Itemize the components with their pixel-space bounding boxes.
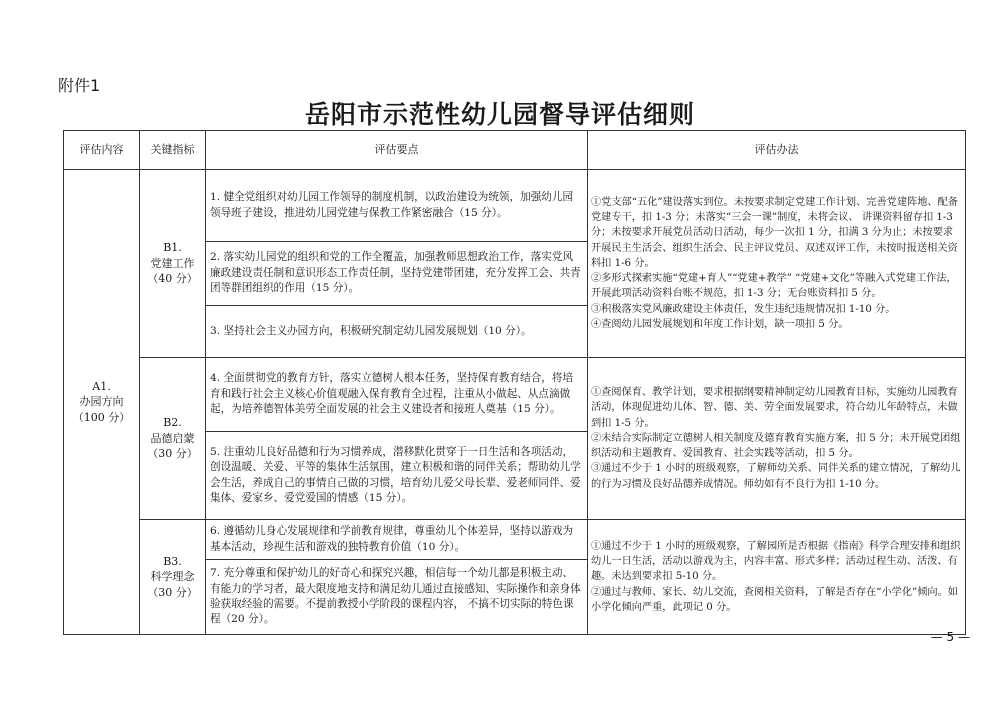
b1-methods — [588, 170, 966, 358]
point-7: 7. 充分尊重和保护幼儿的好奇心和探究兴趣，相信每一个幼儿都是积极主动、有能力的学习者，最大限度地支持和满足幼儿通过直接感知、实际操作和亲身体验获取经验的需要。不提前教授小学阶段的课程内容， 不搞不切实际的特色课程（20 分）。 — [206, 560, 588, 635]
b3-name: 科学理念 — [150, 570, 195, 584]
header-indicator: 关键指标 — [140, 131, 206, 170]
b3-method-1: ①通过不少于 1 小时的班级观察，了解园所是否根据《指南》科学合理安排和组织幼儿一日生活，活动以游戏为主，内容丰富、形式多样；活动过程生动、活泼、有趣。未达到要求扣 5-10 分。 — [591, 540, 961, 583]
b2-name: 品德启蒙 — [150, 431, 195, 445]
b1-method-3: ③积极落实党风廉政建设主体责任，发生违纪违规情况扣 1-10 分。 — [591, 303, 896, 315]
b2-code: B2. — [163, 416, 182, 430]
b3-code: B3. — [163, 554, 182, 568]
point-3: 3. 坚持社会主义办园方向，积极研究制定幼儿园发展规划（10 分）。 — [206, 306, 588, 358]
b1-cell — [140, 170, 206, 358]
page-number: — 5 — — [930, 630, 970, 644]
b2-cell — [140, 358, 206, 520]
b1-code: B1. — [163, 241, 182, 255]
table-row — [64, 358, 966, 432]
attachment-label: 附件1 — [58, 76, 101, 95]
table-row — [64, 520, 966, 560]
point-5: 5. 注重幼儿良好品德和行为习惯养成，潜移默化贯穿于一日生活和各项活动，创设温暖、关爱、平等的集体生活氛围，建立积极和谐的同伴关系；帮助幼儿学 会生活，养成自己的事情自己做的习惯，培育幼儿爱父母长辈、爱老师同伴、爱集体、爱家乡、爱党爱国的情感（15 分）。 — [206, 432, 588, 520]
header-content: 评估内容 — [64, 131, 140, 170]
point-2: 2. 落实幼儿园党的组织和党的工作全覆盖，加强教师思想政治工作，落实党风廉政建设责任制和意识形态工作责任制，坚持党建带团建，充分发挥工会、共青团等群团组织的作用（15 分）。 — [206, 242, 588, 306]
evaluation-table — [63, 130, 966, 635]
a1-score: （100 分） — [72, 410, 131, 424]
point-1: 1. 健全党组织对幼儿园工作领导的制度机制，以政治建设为统领，加强幼儿园领导班子建设，推进幼儿园党建与保教工作紧密融合（15 分）。 — [206, 170, 588, 242]
b1-name: 党建工作 — [150, 256, 195, 270]
table-header-row — [64, 131, 966, 170]
b1-score: （40 分） — [147, 272, 198, 286]
b1-method-1: ①党支部“五化”建设落实到位。未按要求制定党建工作计划、完善党建阵地、配备党建专干，扣 1-3 分；未落实“三会一课”制度，未将会议、 讲课资料留存扣 1-3 分；未按要求开展党员活动日活动，每少一次扣 1 分，扣满 3 分为止；未按要求开展民主生活会、组织生活会、民主评议党员、双述双评工作，未按时报送相关资料扣 1-6 分。 — [591, 196, 958, 269]
table-row — [64, 170, 966, 242]
point-6: 6. 遵循幼儿身心发展规律和学前教育规律，尊重幼儿个体差异，坚持以游戏为基本活动，珍视生活和游戏的独特教育价值（10 分）。 — [206, 520, 588, 560]
b3-cell — [140, 520, 206, 635]
b2-method-1: ①查阅保育、教学计划，要求根据纲要精神制定幼儿园教育目标，实施幼儿园教育活动，体现促进幼儿体、智、德、美、劳全面发展要求，符合幼儿年龄特点，未做到扣 1-5 分。 — [591, 386, 958, 429]
point-4: 4. 全面贯彻党的教育方针，落实立德树人根本任务，坚持保育教育结合，将培育和践行社会主义核心价值观融入保育教育全过程，注重从小做起、从点滴做起，为培养德智体美劳全面发展的社会主义建设者和接班人奠基（15 分）。 — [206, 358, 588, 432]
b1-method-4: ④查阅幼儿园发展规划和年度工作计划，缺一项扣 5 分。 — [591, 319, 849, 331]
header-methods: 评估办法 — [588, 131, 966, 170]
b3-method-2: ②通过与教师、家长、幼儿交流，查阅相关资料，了解是否存在“小学化”倾向。如小学化倾向严重，此项记 0 分。 — [591, 586, 958, 613]
header-points: 评估要点 — [206, 131, 588, 170]
b2-score: （30 分） — [147, 447, 198, 461]
b2-methods — [588, 358, 966, 520]
page-title: 岳阳市示范性幼儿园督导评估细则 — [304, 100, 695, 129]
b2-method-2: ②未结合实际制定立德树人相关制度及德育教育实施方案，扣 5 分；未开展党团组织活动和主题教育、爱国教育、社会实践等活动，扣 5 分。 — [591, 432, 961, 460]
a1-cell — [64, 170, 140, 635]
a1-code: A1. — [92, 379, 111, 393]
b2-method-3: ③通过不少于 1 小时的班级观察，了解师幼关系、同伴关系的建立情况，了解幼儿的行为习惯及良好品德养成情况。师幼如有不良行为扣 1-10 分。 — [591, 463, 961, 490]
a1-name: 办园方向 — [79, 395, 124, 409]
b3-score: （30 分） — [147, 585, 198, 599]
b3-methods — [588, 520, 966, 635]
b1-method-2: ②多形式探索实施“党建+育人”“党建+教学” “党建+文化”等融入式党建工作法，开展此项活动资料台账不规范，扣 1-3 分；无台账资料扣 5 分。 — [591, 273, 957, 300]
